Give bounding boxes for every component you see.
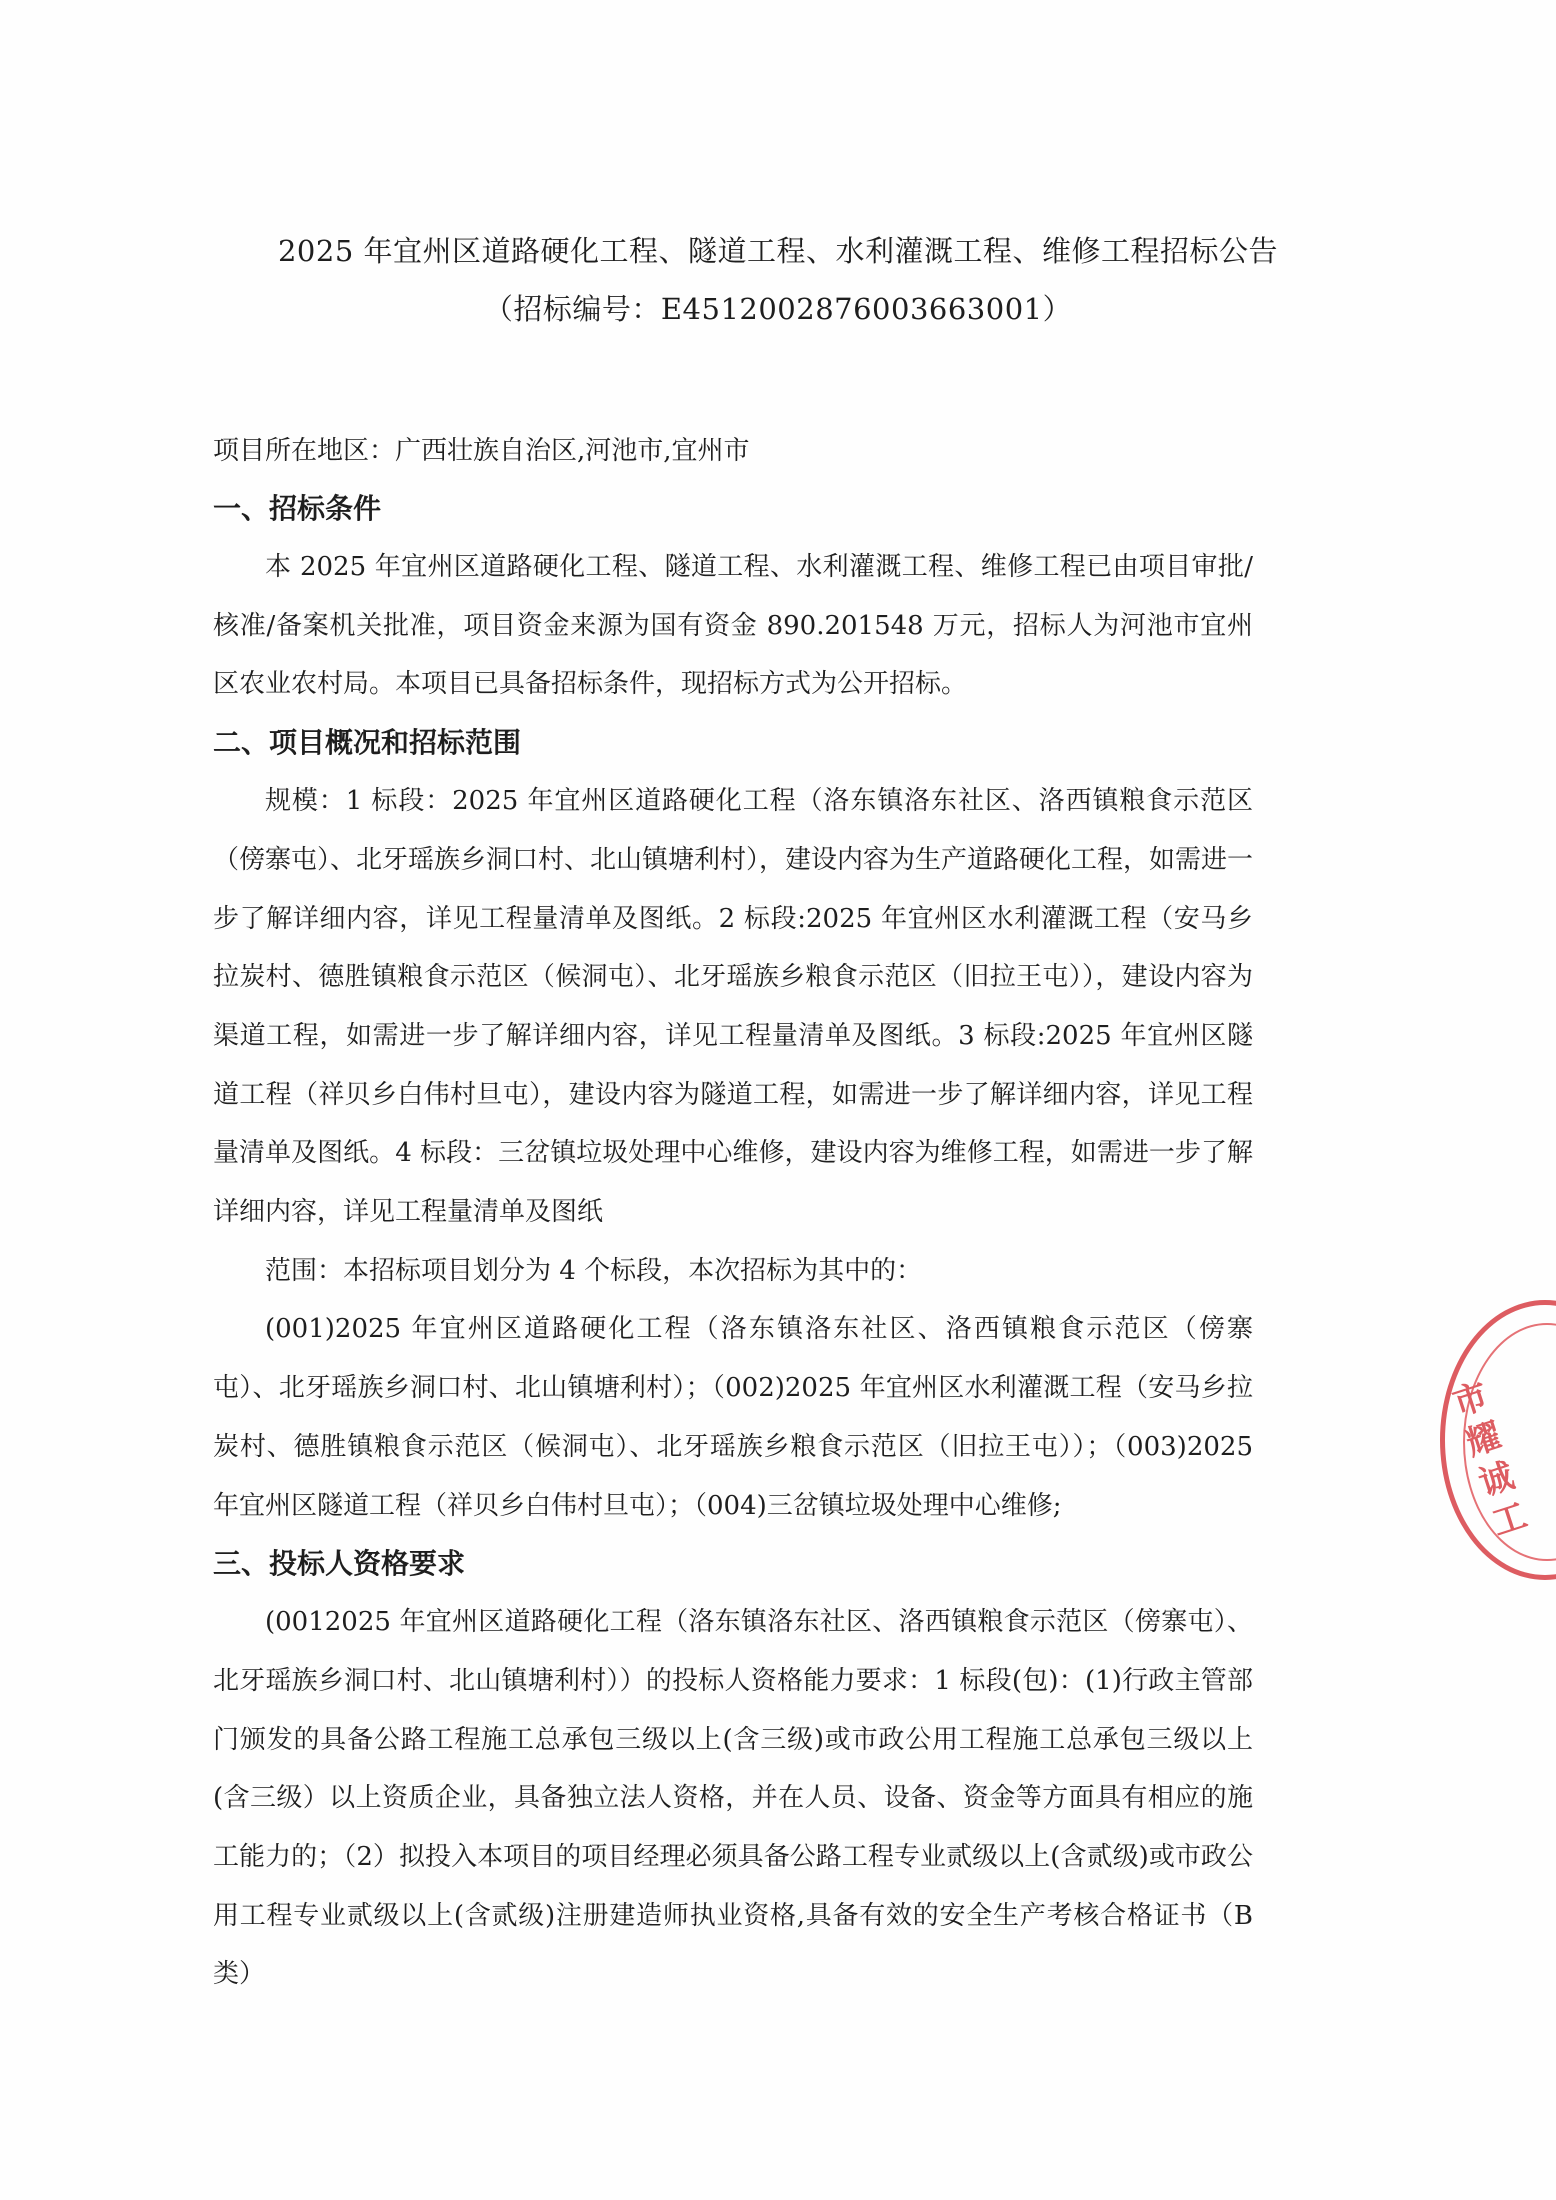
title-line-1: 2025 年宜州区道路硬化工程、隧道工程、水利灌溉工程、维修工程招标公告	[277, 234, 1279, 268]
paragraph-lot-list: (001)2025 年宜州区道路硬化工程（洛东镇洛东社区、洛西镇粮食示范区（傍寨屯）、北牙瑶族乡洞口村、北山镇塘利村）；（002)2025 年宜州区水利灌溉工程（安马乡拉炭村、德胜镇粮食示范区（候洞屯）、北牙瑶族乡粮食示范区（旧拉王屯））；（003)2025 年宜州区隧道工程（祥贝乡白伟村旦屯）；（004)三岔镇垃圾处理中心维修;	[213, 1314, 1253, 1521]
section-heading-project-overview: 二、项目概况和招标范围	[213, 726, 522, 760]
section-heading-bidding-conditions: 一、招标条件	[213, 492, 382, 525]
paragraph-bidder-qualifications: (0012025 年宜州区道路硬化工程（洛东镇洛东社区、洛西镇粮食示范区（傍寨屯）、北牙瑶族乡洞口村、北山镇塘利村））的投标人资格能力要求：1 标段(包)：(1)行政主管部门颁发的具备公路工程施工总承包三级以上(含三级)或市政公用工程施工总承包三级以上(含三级）以上资质企业，具备独立法人资格，并在人员、设备、资金等方面具有相应的施工能力的；（2）拟投入本项目的项目经理必须具备公路工程专业贰级以上(含贰级)或市政公用工程专业贰级以上(含贰级)注册建造师执业资格,具备有效的安全生产考核合格证书（B 类）	[213, 1607, 1253, 1990]
paragraph-bidding-conditions: 本 2025 年宜州区道路硬化工程、隧道工程、水利灌溉工程、维修工程已由项目审批/核准/备案机关批准，项目资金来源为国有资金 890.201548 万元，招标人为河池市宜州区农业农村局。本项目已具备招标条件，现招标方式为公开招标。	[213, 552, 1253, 700]
company-seal-text: 市耀诚工	[1448, 1375, 1532, 1545]
company-seal-stamp	[1440, 1300, 1556, 1580]
title-line-2: （招标编号：E4512002876003663001）	[483, 292, 1073, 326]
paragraph-project-scope: 范围：本招标项目划分为 4 个标段，本次招标为其中的：	[265, 1255, 923, 1286]
paragraph-project-scale: 规模：1 标段：2025 年宜州区道路硬化工程（洛东镇洛东社区、洛西镇粮食示范区（傍寨屯）、北牙瑶族乡洞口村、北山镇塘利村），建设内容为生产道路硬化工程，如需进一步了解详细内容，详见工程量清单及图纸。2 标段:2025 年宜州区水利灌溉工程（安马乡拉炭村、德胜镇粮食示范区（候洞屯）、北牙瑶族乡粮食示范区（旧拉王屯）），建设内容为渠道工程，如需进一步了解详细内容，详见工程量清单及图纸。3 标段:2025 年宜州区隧道工程（祥贝乡白伟村旦屯），建设内容为隧道工程，如需进一步了解详细内容，详见工程量清单及图纸。4 标段：三岔镇垃圾处理中心维修，建设内容为维修工程，如需进一步了解详细内容，详见工程量清单及图纸	[213, 786, 1254, 1228]
document-title	[150, 222, 1406, 338]
section-heading-bidder-qualifications: 三、投标人资格要求	[213, 1547, 466, 1581]
document-body	[213, 480, 1253, 2004]
project-location: 项目所在地区：广西壮族自治区,河池市,宜州市	[213, 436, 750, 466]
